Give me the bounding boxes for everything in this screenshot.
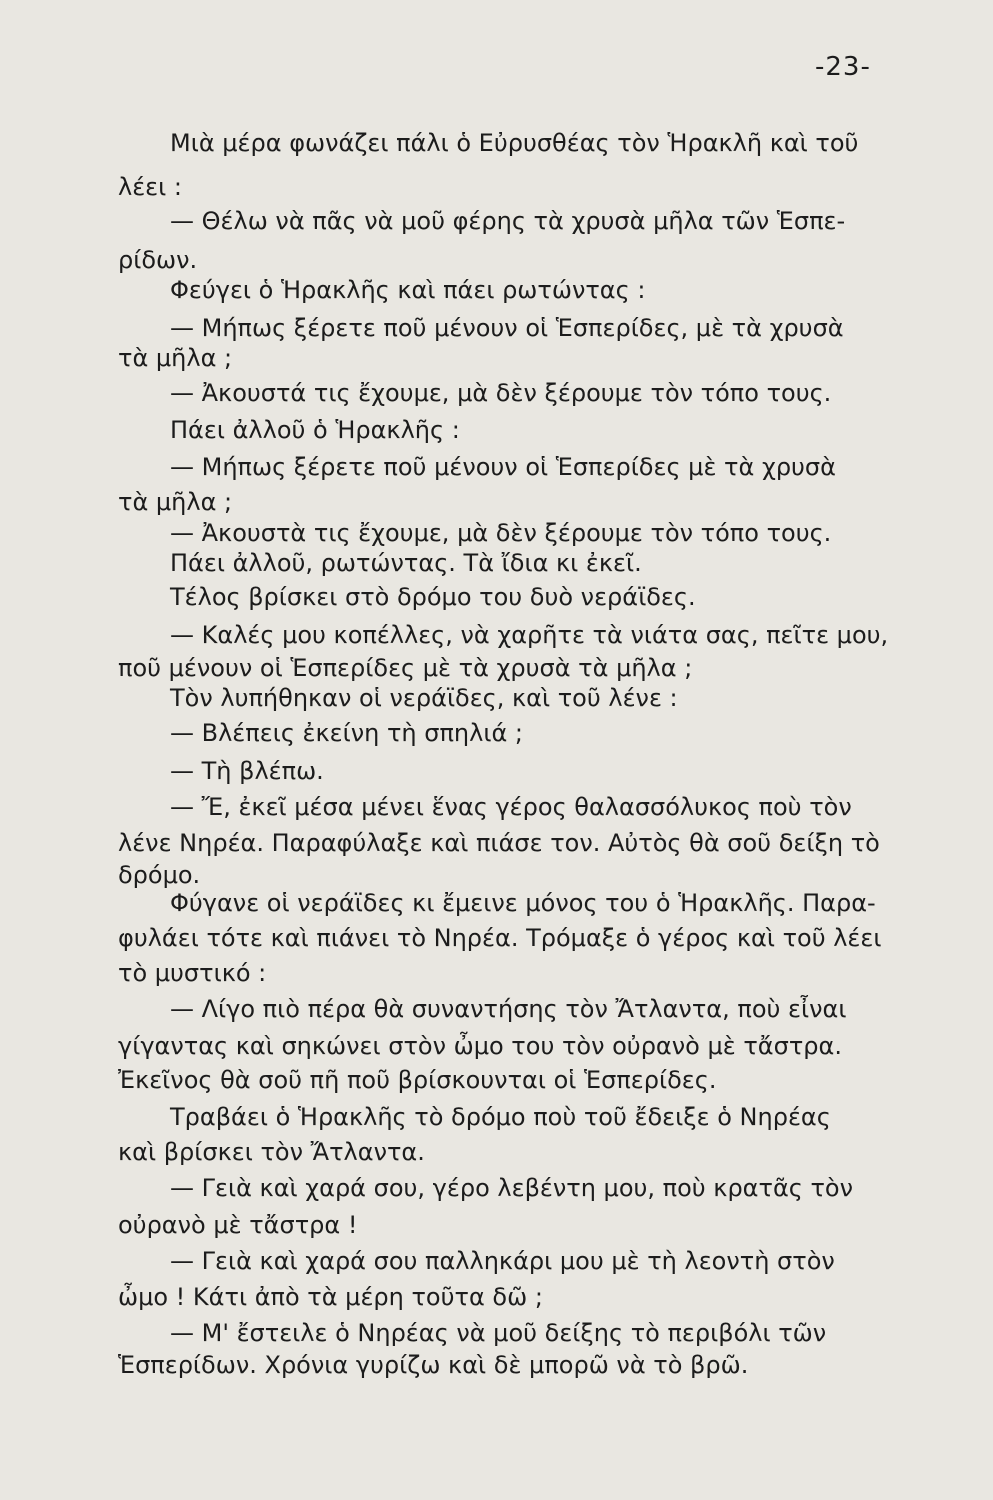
text-line: γίγαντας καὶ σηκώνει στὸν ὦμο του τὸν οὐρανὸ μὲ τἄστρα. bbox=[118, 1032, 842, 1060]
text-line: — Μήπως ξέρετε ποῦ μένουν οἱ Ἑσπερίδες μὲ τὰ χρυσὰ bbox=[170, 453, 836, 481]
text-line: λέει : bbox=[118, 173, 182, 201]
text-line: λένε Νηρέα. Παραφύλαξε καὶ πιάσε τον. Αὐτὸς θὰ σοῦ δείξη τὸ bbox=[118, 829, 880, 857]
text-line: φυλάει τότε καὶ πιάνει τὸ Νηρέα. Τρόμαξε ὁ γέρος καὶ τοῦ λέει bbox=[118, 924, 882, 952]
text-line: — Θέλω νὰ πᾶς νὰ μοῦ φέρης τὰ χρυσὰ μῆλα τῶν Ἑσπε- bbox=[170, 207, 846, 235]
text-line: — Γειὰ καὶ χαρά σου, γέρο λεβέντη μου, ποὺ κρατᾶς τὸν bbox=[170, 1174, 854, 1202]
text-line: — Τὴ βλέπω. bbox=[170, 757, 324, 785]
text-line: τὰ μῆλα ; bbox=[118, 488, 233, 516]
text-line: καὶ βρίσκει τὸν Ἄτλαντα. bbox=[118, 1138, 425, 1166]
text-line: ποῦ μένουν οἱ Ἑσπερίδες μὲ τὰ χρυσὰ τὰ μῆλα ; bbox=[118, 654, 693, 682]
text-line: — Λίγο πιὸ πέρα θὰ συναντήσης τὸν Ἄτλαντα, ποὺ εἶναι bbox=[170, 995, 847, 1023]
text-line: Φύγανε οἱ νεράϊδες κι ἔμεινε μόνος του ὁ Ἡρακλῆς. Παρα- bbox=[170, 889, 876, 917]
text-line: Τέλος βρίσκει στὸ δρόμο του δυὸ νεράϊδες. bbox=[170, 583, 696, 611]
text-line: ρίδων. bbox=[118, 246, 198, 274]
text-line: δρόμο. bbox=[118, 861, 201, 889]
text-line: Τὸν λυπήθηκαν οἱ νεράϊδες, καὶ τοῦ λένε : bbox=[170, 684, 678, 712]
text-line: Ἑσπερίδων. Χρόνια γυρίζω καὶ δὲ μπορῶ νὰ τὸ βρῶ. bbox=[118, 1351, 749, 1379]
text-line: — Καλές μου κοπέλλες, νὰ χαρῆτε τὰ νιάτα σας, πεῖτε μου, bbox=[170, 621, 889, 649]
text-line: Τραβάει ὁ Ἡρακλῆς τὸ δρόμο ποὺ τοῦ ἔδειξε ὁ Νηρέας bbox=[170, 1103, 831, 1131]
text-line: Φεύγει ὁ Ἡρακλῆς καὶ πάει ρωτώντας : bbox=[170, 276, 646, 304]
text-line: Πάει ἀλλοῦ, ρωτώντας. Τὰ ἴδια κι ἐκεῖ. bbox=[170, 549, 642, 577]
text-line: Ἐκεῖνος θὰ σοῦ πῆ ποῦ βρίσκουνται οἱ Ἑσπερίδες. bbox=[118, 1066, 717, 1094]
text-line: — Ἀκουστά τις ἔχουμε, μὰ δὲν ξέρουμε τὸν τόπο τους. bbox=[170, 379, 832, 407]
page-number: -23- bbox=[815, 52, 871, 82]
text-line: οὐρανὸ μὲ τἄστρα ! bbox=[118, 1211, 358, 1239]
text-line: ὦμο ! Κάτι ἀπὸ τὰ μέρη τοῦτα δῶ ; bbox=[118, 1283, 543, 1311]
text-line: — Ἀκουστὰ τις ἔχουμε, μὰ δὲν ξέρουμε τὸν τόπο τους. bbox=[170, 519, 832, 547]
text-line: Πάει ἀλλοῦ ὁ Ἡρακλῆς : bbox=[170, 416, 460, 444]
text-line: — Γειὰ καὶ χαρά σου παλληκάρι μου μὲ τὴ λεοντὴ στὸν bbox=[170, 1247, 835, 1275]
text-line: τὸ μυστικό : bbox=[118, 959, 267, 987]
text-line: — Ἔ, ἐκεῖ μέσα μένει ἕνας γέρος θαλασσόλυκος ποὺ τὸν bbox=[170, 793, 852, 821]
text-line: — Βλέπεις ἐκείνη τὴ σπηλιά ; bbox=[170, 719, 524, 747]
text-line: τὰ μῆλα ; bbox=[118, 344, 233, 372]
text-line: — Μήπως ξέρετε ποῦ μένουν οἱ Ἑσπερίδες, μὲ τὰ χρυσὰ bbox=[170, 314, 844, 342]
text-line: — Μ' ἔστειλε ὁ Νηρέας νὰ μοῦ δείξης τὸ περιβόλι τῶν bbox=[170, 1319, 827, 1347]
text-line: Μιὰ μέρα φωνάζει πάλι ὁ Εὐρυσθέας τὸν Ἡρακλῆ καὶ τοῦ bbox=[170, 129, 859, 157]
